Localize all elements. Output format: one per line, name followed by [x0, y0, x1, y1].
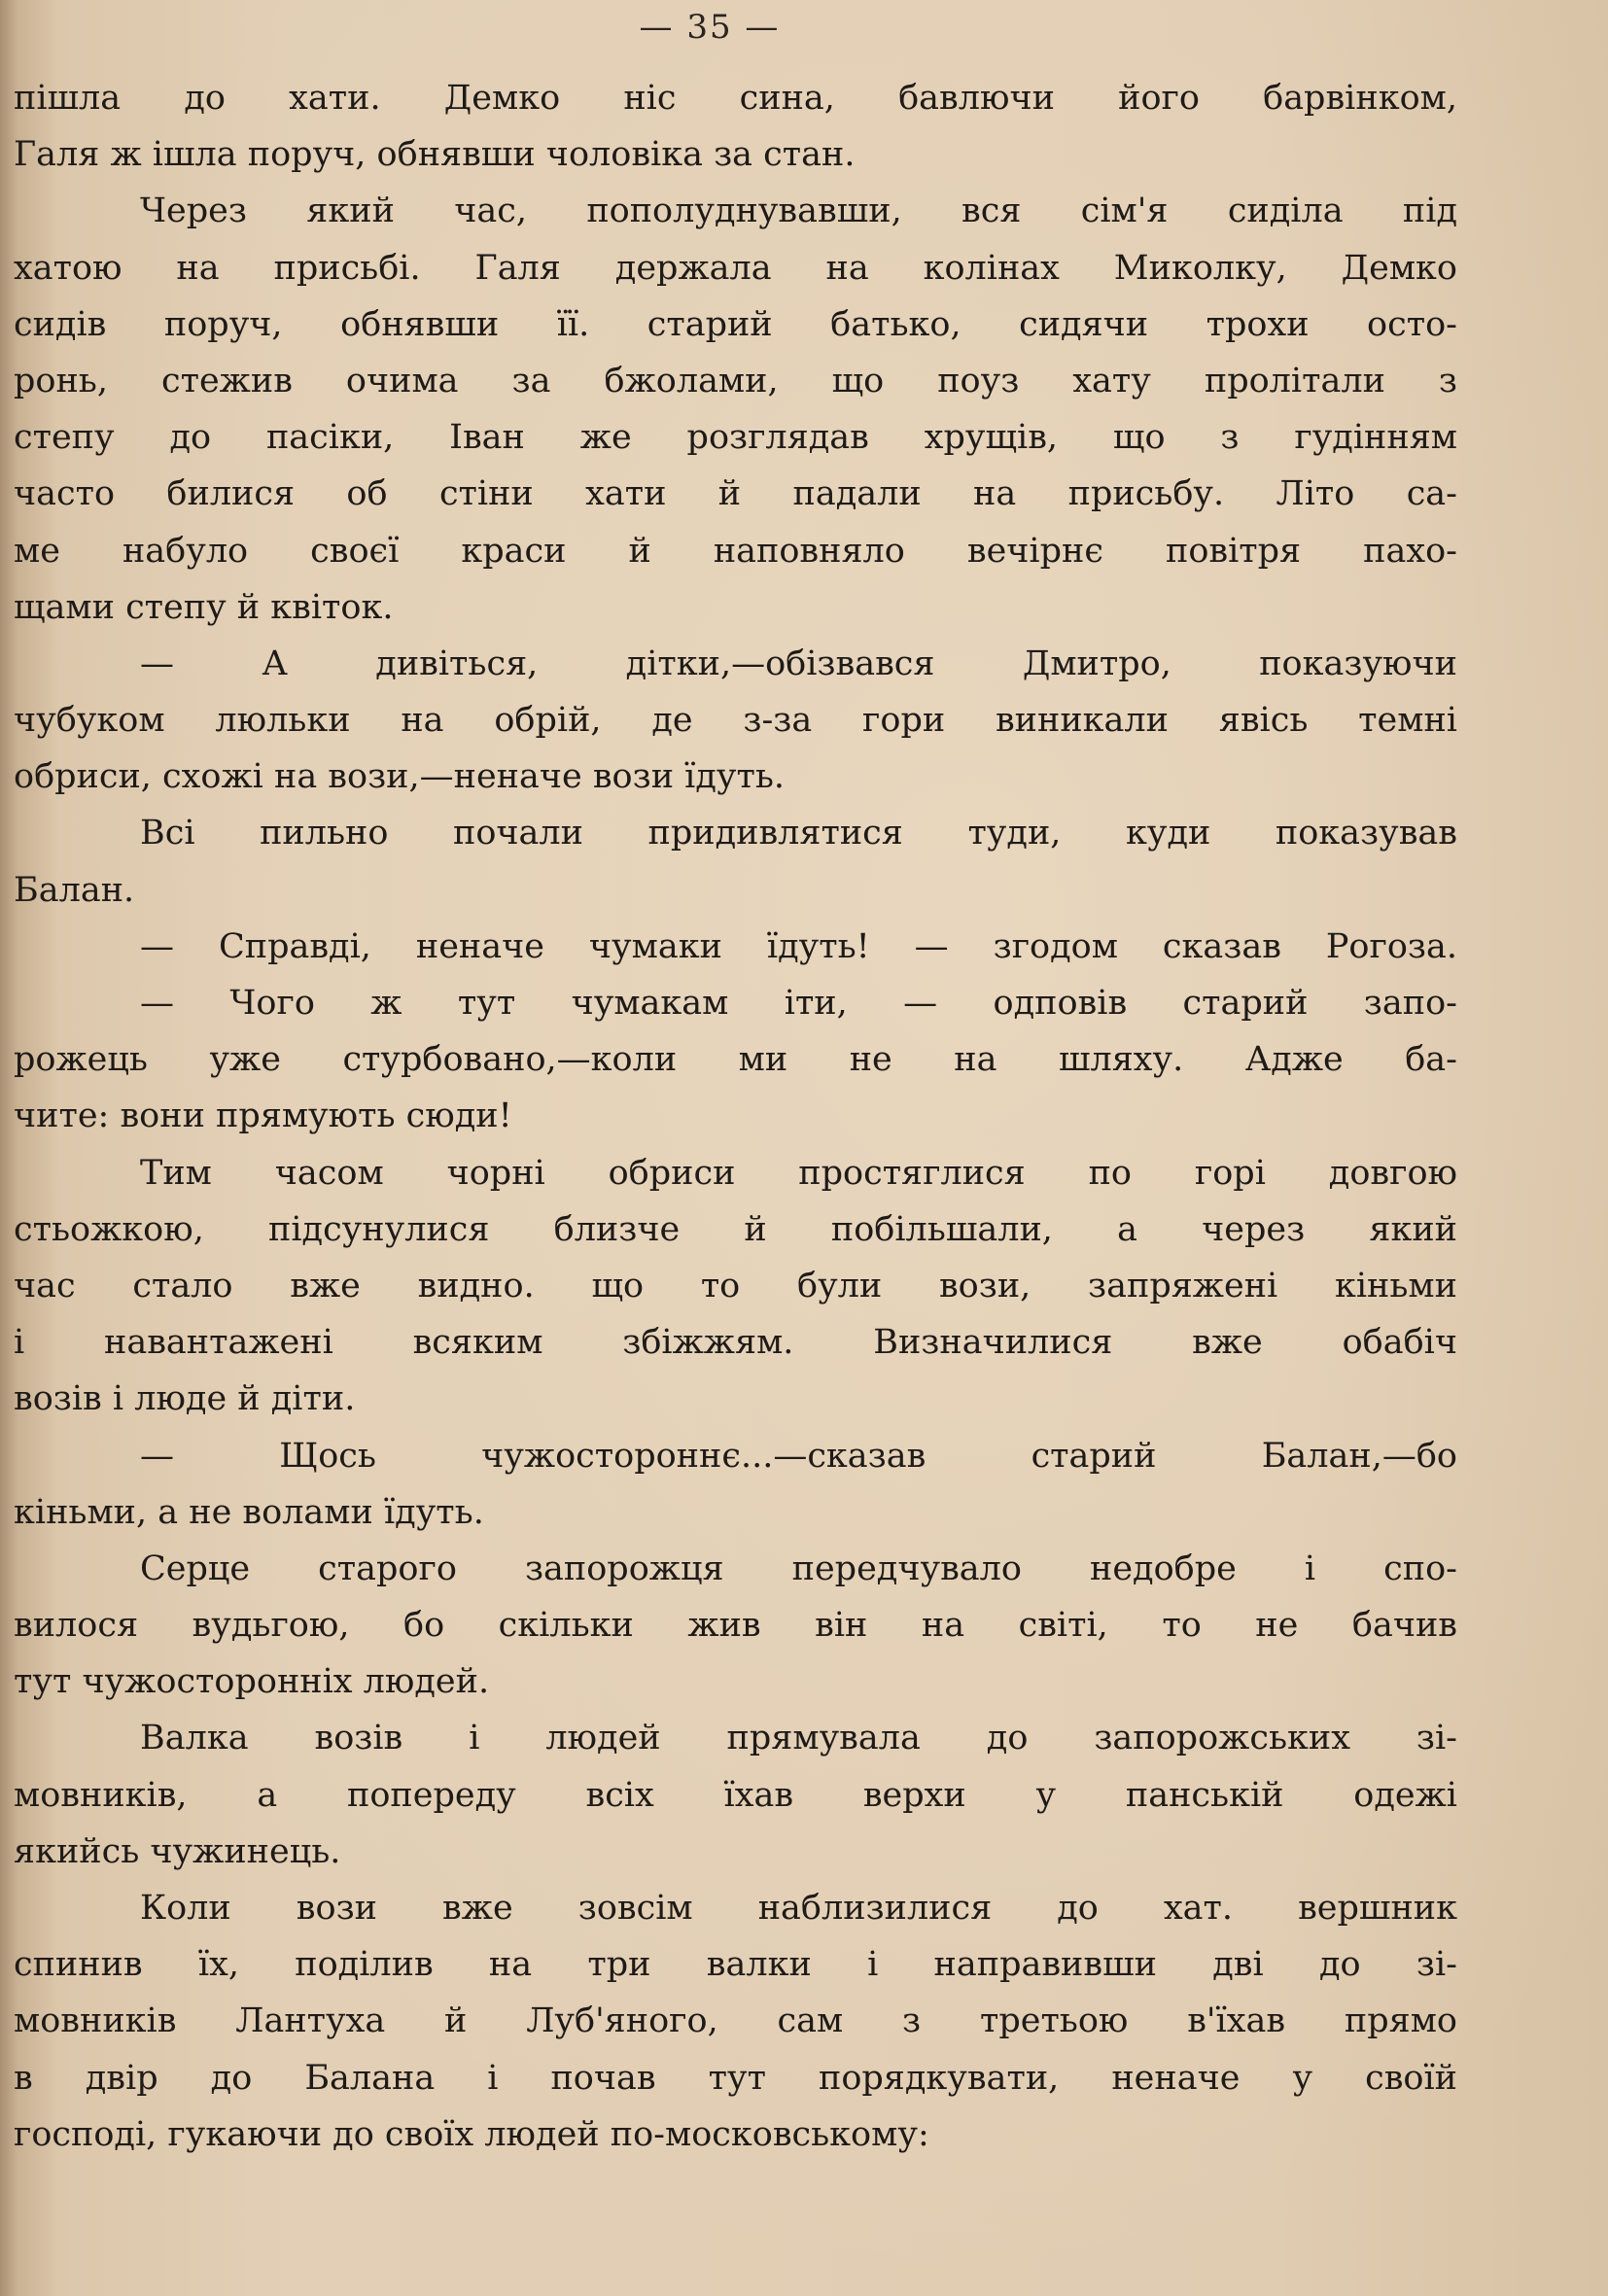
text-line: рожець уже стурбовано,—коли ми не на шляху. Адже ба-	[14, 1040, 1457, 1080]
text-line: стьожкою, підсунулися близче й побільшали, а через який	[14, 1209, 1457, 1249]
text-line: час стало вже видно. що то були вози, запряжені кіньми	[14, 1266, 1457, 1305]
text-line: — Справді, неначе чумаки їдуть! — згодом сказав Рогоза.	[140, 926, 1457, 966]
text-line: господі, гукаючи до своїх людей по-московському:	[14, 2114, 929, 2154]
text-line: ронь, стежив очима за бжолами, що поуз хату пролітали з	[14, 361, 1457, 400]
text-line: кіньми, а не волами їдуть.	[14, 1492, 484, 1532]
text-line: часто билися об стіни хати й падали на присьбу. Літо са-	[14, 474, 1457, 514]
text-line: спинив їх, поділив на три валки і направивши дві до зі-	[14, 1945, 1457, 1985]
text-line: щами степу й квіток.	[14, 587, 394, 627]
text-line: чубуком люльки на обрій, де з-за гори виникали явісь темні	[14, 701, 1457, 741]
text-line: степу до пасіки, Іван же розглядав хрущів, що з гудінням	[14, 418, 1457, 458]
text-line: Валка возів і людей прямувала до запорожських зі-	[140, 1719, 1457, 1758]
text-line: — А дивіться, дітки,—обізвався Дмитро, показуючи	[140, 644, 1457, 683]
text-line: Тим часом чорні обриси простяглися по горі довгою	[140, 1153, 1457, 1193]
text-line: Всі пильно почали придивлятися туди, куди показував	[140, 814, 1457, 853]
text-line: возів і люде й діти.	[14, 1379, 356, 1419]
text-line: вилося вудьгою, бо скільки жив він на світі, то не бачив	[14, 1606, 1457, 1646]
text-line: — Щось чужостороннє...—сказав старий Балан,—бо	[140, 1436, 1457, 1476]
text-line: тут чужосторонніх людей.	[14, 1662, 490, 1702]
text-line: Галя ж ішла поруч, обнявши чоловіка за стан.	[14, 135, 856, 175]
text-line: Балан.	[14, 870, 135, 910]
text-line: Серце старого запорожця передчувало недобре і спо-	[140, 1548, 1457, 1588]
text-line: сидів поруч, обнявши її. старий батько, сидячи трохи осто-	[14, 304, 1457, 344]
text-line: і навантажені всяким збіжжям. Визначилися вже обабіч	[14, 1323, 1457, 1363]
text-line: обриси, схожі на вози,—неначе вози їдуть.	[14, 757, 786, 797]
text-line: мовників Лантуха й Луб'яного, сам з третьою в'їхав прямо	[14, 2001, 1457, 2041]
text-line: пішла до хати. Демко ніс сина, бавлючи його барвінком,	[14, 79, 1457, 118]
text-line: якийсь чужинець.	[14, 1831, 341, 1871]
text-line: Через який час, пополуднувавши, вся сім'я сиділа під	[140, 191, 1457, 231]
text-line: чите: вони прямують сюди!	[14, 1096, 512, 1136]
text-line: — Чого ж тут чумакам іти, — одповів старий запо-	[140, 984, 1457, 1023]
text-line: мовників, а попереду всіх їхав верхи у панській одежі	[14, 1775, 1457, 1815]
page-number: — 35 —	[639, 8, 781, 47]
text-line: хатою на присьбі. Галя держала на колінах Миколку, Демко	[14, 248, 1457, 288]
body-text	[14, 70, 1457, 2163]
text-line: Коли вози вже зовсім наблизилися до хат. вершник	[140, 1889, 1457, 1928]
text-line: в двір до Балана і почав тут порядкувати, неначе у своїй	[14, 2058, 1457, 2098]
text-line: ме набуло своєї краси й наповняло вечірнє повітря пахо-	[14, 531, 1457, 571]
